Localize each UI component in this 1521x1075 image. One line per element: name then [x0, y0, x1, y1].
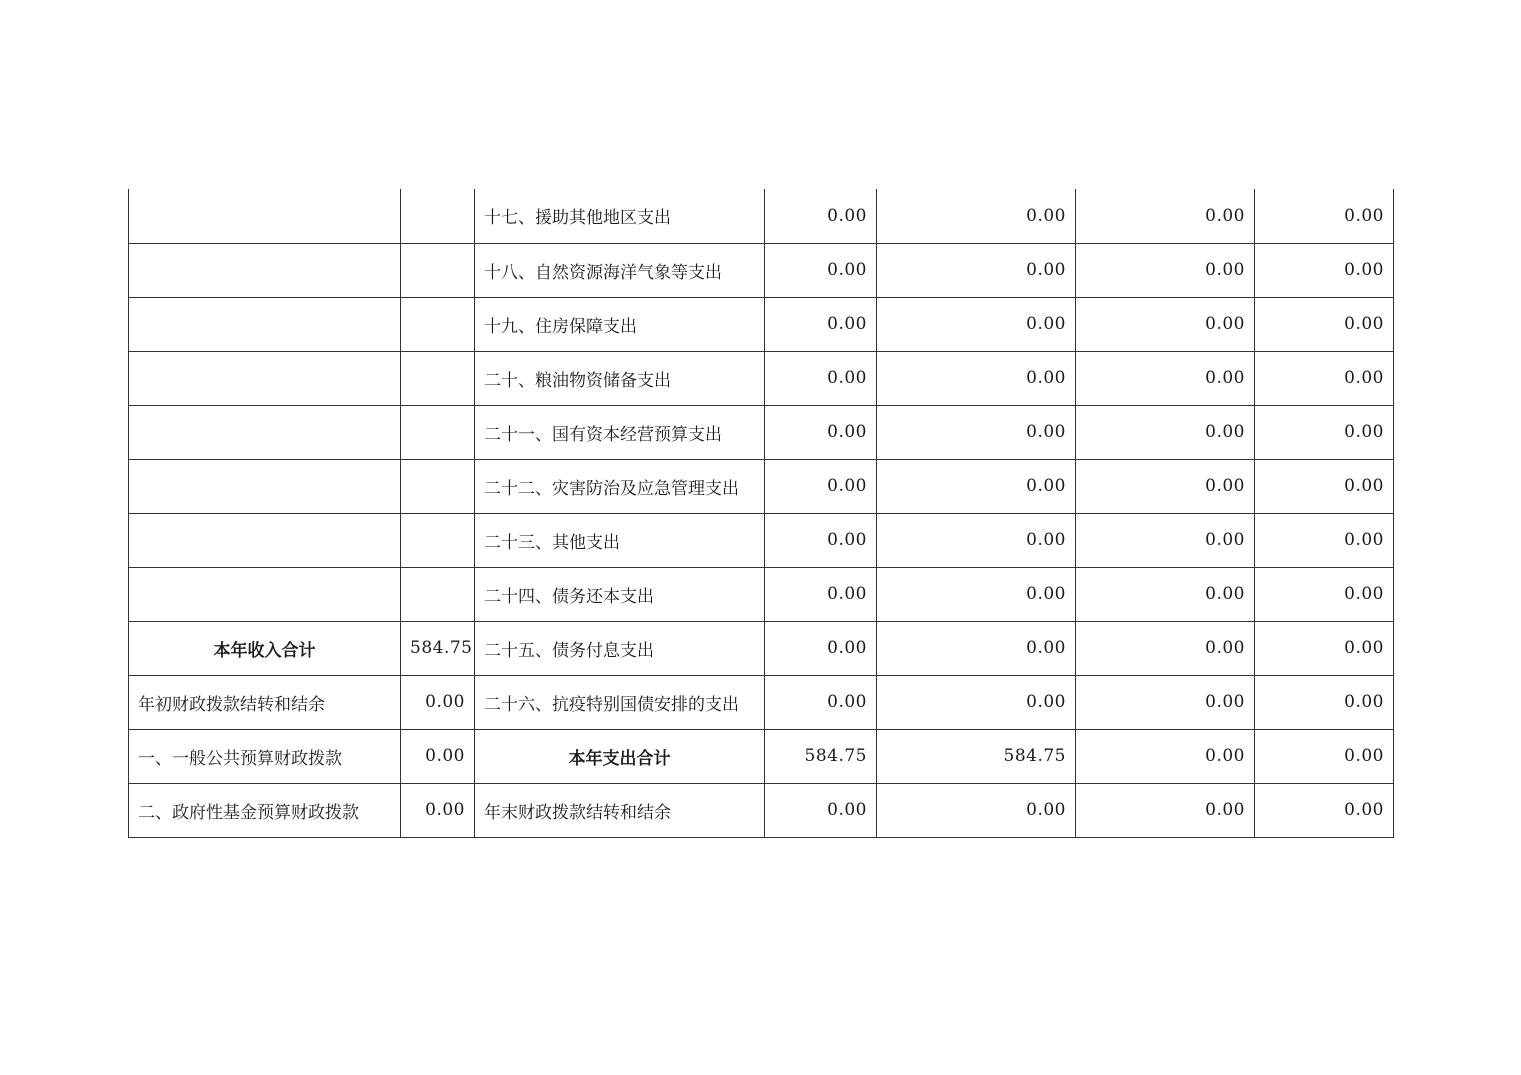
general-budget-cell: 0.00: [877, 675, 1076, 729]
expense-label-cell: 二十四、债务还本支出: [475, 567, 765, 621]
gov-fund-cell: 0.00: [1076, 729, 1255, 783]
expense-total-cell: 0.00: [765, 621, 877, 675]
expense-label-cell: 年末财政拨款结转和结余: [475, 783, 765, 837]
table-row: [129, 567, 1394, 621]
expense-total-label-cell: 本年支出合计: [475, 729, 765, 783]
table-row: [129, 621, 1394, 675]
expense-total-cell: 0.00: [765, 297, 877, 351]
general-budget-cell: 0.00: [877, 297, 1076, 351]
table-row: [129, 513, 1394, 567]
income-amount-cell: 0.00: [401, 783, 475, 837]
expense-total-cell: 0.00: [765, 243, 877, 297]
income-label-cell: 一、一般公共预算财政拨款: [129, 729, 401, 783]
table-row: [129, 405, 1394, 459]
expense-label-cell: 二十、粮油物资储备支出: [475, 351, 765, 405]
income-label-cell: [129, 567, 401, 621]
income-label-cell: [129, 243, 401, 297]
expense-total-cell: 0.00: [765, 189, 877, 243]
expense-label-cell: 十八、自然资源海洋气象等支出: [475, 243, 765, 297]
table-row: [129, 351, 1394, 405]
gov-fund-cell: 0.00: [1076, 243, 1255, 297]
general-budget-cell: 584.75: [877, 729, 1076, 783]
income-amount-cell: [401, 513, 475, 567]
income-total-label-cell: 本年收入合计: [129, 621, 401, 675]
income-amount-cell: [401, 567, 475, 621]
gov-fund-cell: 0.00: [1076, 189, 1255, 243]
general-budget-cell: 0.00: [877, 513, 1076, 567]
expense-label-cell: 十七、援助其他地区支出: [475, 189, 765, 243]
expense-label-cell: 十九、住房保障支出: [475, 297, 765, 351]
expense-total-cell: 0.00: [765, 783, 877, 837]
state-capital-cell: 0.00: [1255, 297, 1394, 351]
expense-label-cell: 二十五、债务付息支出: [475, 621, 765, 675]
income-amount-cell: [401, 189, 475, 243]
state-capital-cell: 0.00: [1255, 621, 1394, 675]
expense-label-cell: 二十六、抗疫特别国债安排的支出: [475, 675, 765, 729]
expense-label-cell: 二十一、国有资本经营预算支出: [475, 405, 765, 459]
state-capital-cell: 0.00: [1255, 351, 1394, 405]
income-label-cell: [129, 297, 401, 351]
income-label-cell: [129, 351, 401, 405]
gov-fund-cell: 0.00: [1076, 459, 1255, 513]
income-amount-cell: [401, 351, 475, 405]
general-budget-cell: 0.00: [877, 405, 1076, 459]
general-budget-cell: 0.00: [877, 189, 1076, 243]
gov-fund-cell: 0.00: [1076, 783, 1255, 837]
table-row: [129, 243, 1394, 297]
income-amount-cell: 584.75: [401, 621, 475, 675]
expense-total-cell: 0.00: [765, 513, 877, 567]
table-row: [129, 783, 1394, 837]
income-label-cell: [129, 459, 401, 513]
income-amount-cell: [401, 243, 475, 297]
income-label-cell: [129, 405, 401, 459]
state-capital-cell: 0.00: [1255, 243, 1394, 297]
expense-total-cell: 0.00: [765, 405, 877, 459]
income-label-cell: [129, 513, 401, 567]
general-budget-cell: 0.00: [877, 621, 1076, 675]
gov-fund-cell: 0.00: [1076, 513, 1255, 567]
gov-fund-cell: 0.00: [1076, 297, 1255, 351]
general-budget-cell: 0.00: [877, 783, 1076, 837]
income-label-cell: [129, 189, 401, 243]
table-row: [129, 675, 1394, 729]
state-capital-cell: 0.00: [1255, 783, 1394, 837]
state-capital-cell: 0.00: [1255, 675, 1394, 729]
table-row: [129, 459, 1394, 513]
income-label-cell: 二、政府性基金预算财政拨款: [129, 783, 401, 837]
income-amount-cell: [401, 459, 475, 513]
gov-fund-cell: 0.00: [1076, 675, 1255, 729]
expense-total-cell: 0.00: [765, 675, 877, 729]
table-row: [129, 189, 1394, 243]
state-capital-cell: 0.00: [1255, 459, 1394, 513]
expense-total-cell: 0.00: [765, 351, 877, 405]
general-budget-cell: 0.00: [877, 567, 1076, 621]
gov-fund-cell: 0.00: [1076, 351, 1255, 405]
table-row: [129, 729, 1394, 783]
general-budget-cell: 0.00: [877, 459, 1076, 513]
expense-total-cell: 584.75: [765, 729, 877, 783]
state-capital-cell: 0.00: [1255, 567, 1394, 621]
income-label-cell: 年初财政拨款结转和结余: [129, 675, 401, 729]
budget-table-page: [128, 189, 1393, 838]
fiscal-budget-table: [128, 189, 1394, 838]
general-budget-cell: 0.00: [877, 351, 1076, 405]
income-amount-cell: [401, 297, 475, 351]
state-capital-cell: 0.00: [1255, 189, 1394, 243]
expense-label-cell: 二十二、灾害防治及应急管理支出: [475, 459, 765, 513]
general-budget-cell: 0.00: [877, 243, 1076, 297]
income-amount-cell: 0.00: [401, 729, 475, 783]
gov-fund-cell: 0.00: [1076, 405, 1255, 459]
state-capital-cell: 0.00: [1255, 513, 1394, 567]
expense-total-cell: 0.00: [765, 459, 877, 513]
state-capital-cell: 0.00: [1255, 729, 1394, 783]
expense-label-cell: 二十三、其他支出: [475, 513, 765, 567]
income-amount-cell: 0.00: [401, 675, 475, 729]
gov-fund-cell: 0.00: [1076, 621, 1255, 675]
state-capital-cell: 0.00: [1255, 405, 1394, 459]
table-row: [129, 297, 1394, 351]
income-amount-cell: [401, 405, 475, 459]
expense-total-cell: 0.00: [765, 567, 877, 621]
gov-fund-cell: 0.00: [1076, 567, 1255, 621]
